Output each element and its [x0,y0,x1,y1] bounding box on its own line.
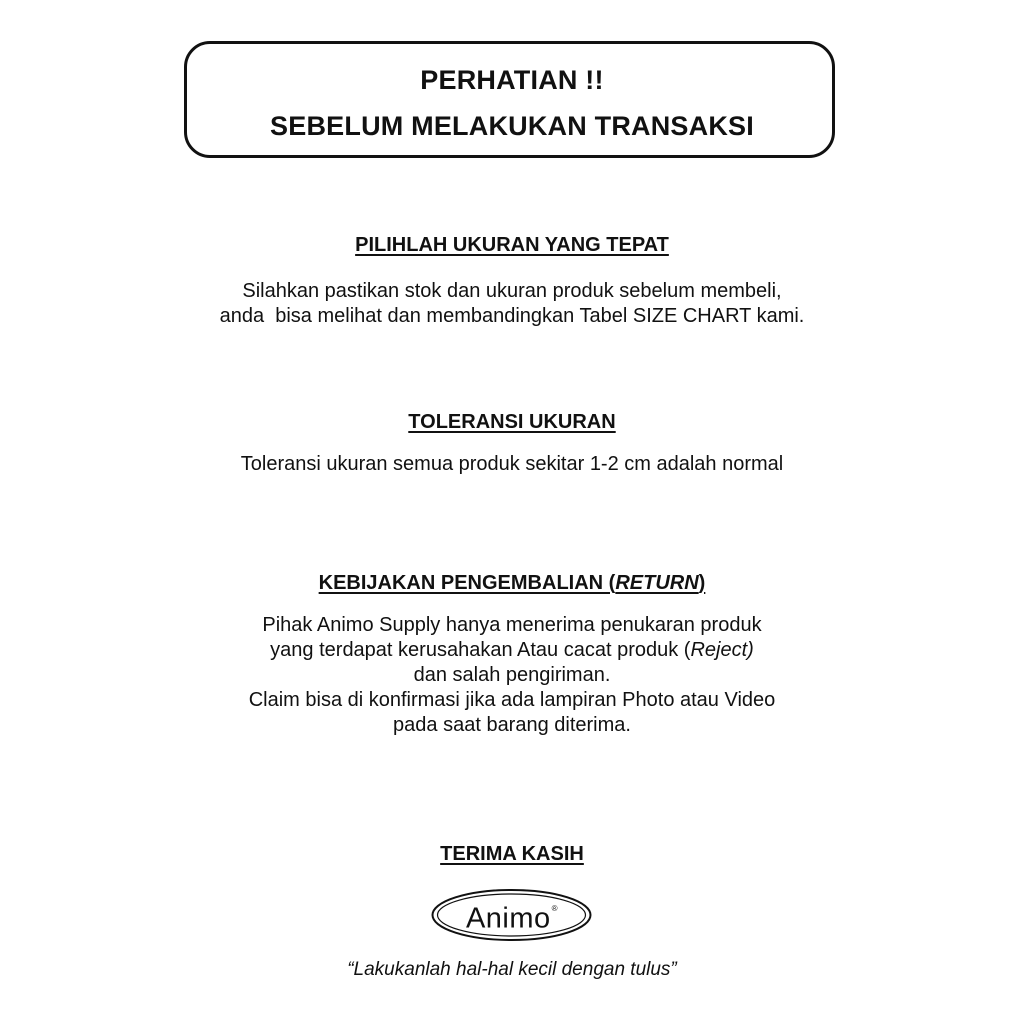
return-title-emphasis: RETURN [615,572,699,594]
section-body-tolerance: Toleransi ukuran semua produk sekitar 1-2 cm adalah normal [240,453,784,475]
section-title-tolerance: TOLERANSI UKURAN [408,411,616,433]
size-line-1: Silahkan pastikan stok dan ukuran produk sebelum membeli, [242,280,782,302]
animo-logo-text [431,895,592,939]
logo-wordmark: Animo [465,902,551,935]
section-body-size [0,279,1024,329]
header-title: PERHATIAN !! [420,65,604,95]
closing-title: TERIMA KASIH [440,843,584,865]
section-body-return [0,613,1024,738]
size-line-2: anda bisa melihat dan membandingkan Tabel SIZE CHART kami. [219,305,805,327]
section-title-return [0,571,1024,595]
return-line-1: Pihak Animo Supply hanya menerima penukaran produk [262,614,762,636]
section-title-size: PILIHLAH UKURAN YANG TEPAT [355,234,669,256]
return-line-2-emphasis: Reject) [690,639,754,661]
return-line-2-prefix: yang terdapat kerusahakan Atau cacat produk ( [270,639,691,661]
tagline: “Lakukanlah hal-hal kecil dengan tulus” [347,959,677,980]
return-title-prefix: KEBIJAKAN PENGEMBALIAN ( [318,572,616,594]
return-line-4: Claim bisa di konfirmasi jika ada lampiran Photo atau Video [248,689,776,711]
registered-mark: ® [551,904,559,913]
header-subtitle: SEBELUM MELAKUKAN TRANSAKSI [270,111,754,141]
return-title-suffix: ) [698,572,706,594]
return-line-5: pada saat barang diterima. [393,714,631,736]
return-line-3: dan salah pengiriman. [413,664,611,686]
